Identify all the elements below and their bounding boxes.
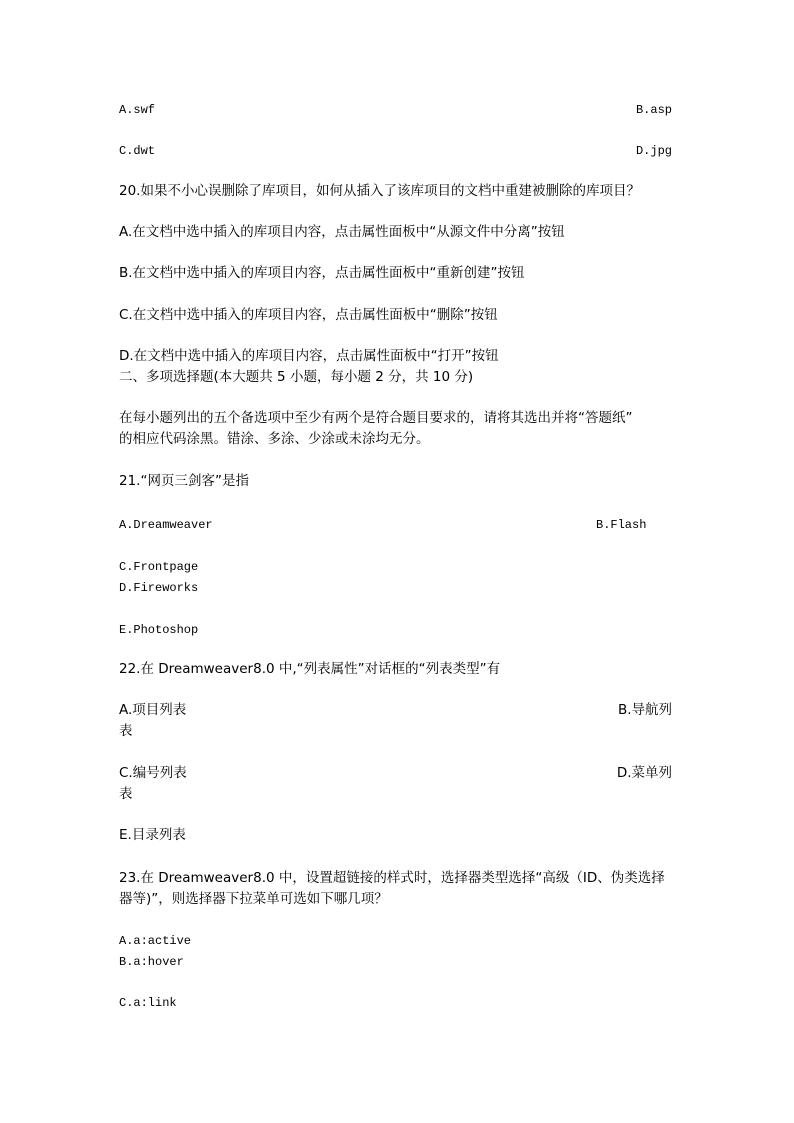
q21-option-b: B.Flash <box>596 518 647 532</box>
q19-option-a: A.swf <box>119 103 156 117</box>
q22-stem: 22.在 Dreamweaver8.0 中,“列表属性”对话框的“列表类型”有 <box>119 661 501 677</box>
q21-stem: 21.“网页三剑客”是指 <box>119 473 249 489</box>
q20-option-d: D.在文档中选中插入的库项目内容，点击属性面板中“打开”按钮 <box>119 348 499 364</box>
q22-option-c: C.编号列表 <box>119 765 187 781</box>
q22-option-a: A.项目列表 <box>119 702 187 718</box>
q22-option-b: B.导航列 <box>617 702 672 718</box>
section2-instructions-1: 在每小题列出的五个备选项中至少有两个是符合题目要求的，请将其选出并将“答题纸” <box>119 410 633 426</box>
q21-option-d: D.Fireworks <box>119 581 199 595</box>
q22-option-b-wrap: 表 <box>119 723 133 739</box>
q23-option-a: A.a:active <box>119 934 192 948</box>
q22-option-d-wrap: 表 <box>119 786 133 802</box>
q19-option-d: D.jpg <box>635 144 672 158</box>
q20-option-a: A.在文档中选中插入的库项目内容，点击属性面板中“从源文件中分离”按钮 <box>119 224 565 240</box>
q19-option-c: C.dwt <box>119 144 156 158</box>
section2-title: 二、多项选择题(本大题共 5 小题，每小题 2 分，共 10 分) <box>119 369 474 385</box>
q22-option-e: E.目录列表 <box>119 827 186 843</box>
q22-option-d: D.菜单列 <box>616 765 672 781</box>
q23-stem-2: 器等)”，则选择器下拉菜单可选如下哪几项？ <box>119 891 388 907</box>
q21-option-a: A.Dreamweaver <box>119 518 213 532</box>
q23-option-c: C.a:link <box>119 996 177 1010</box>
q20-option-c: C.在文档中选中插入的库项目内容，点击属性面板中“删除”按钮 <box>119 307 498 323</box>
q21-option-e: E.Photoshop <box>119 623 199 637</box>
q20-option-b: B.在文档中选中插入的库项目内容，点击属性面板中“重新创建”按钮 <box>119 265 525 281</box>
q21-option-c: C.Frontpage <box>119 560 199 574</box>
section2-instructions-2: 的相应代码涂黑。错涂、多涂、少涂或未涂均无分。 <box>119 431 430 447</box>
q20-stem: 20.如果不小心误删除了库项目，如何从插入了该库项目的文档中重建被删除的库项目？ <box>119 183 640 199</box>
q23-stem-1: 23.在 Dreamweaver8.0 中，设置超链接的样式时，选择器类型选择“高级（ID、伪类选择 <box>119 870 665 886</box>
q19-option-b: B.asp <box>635 103 672 117</box>
q23-option-b: B.a:hover <box>119 955 184 969</box>
